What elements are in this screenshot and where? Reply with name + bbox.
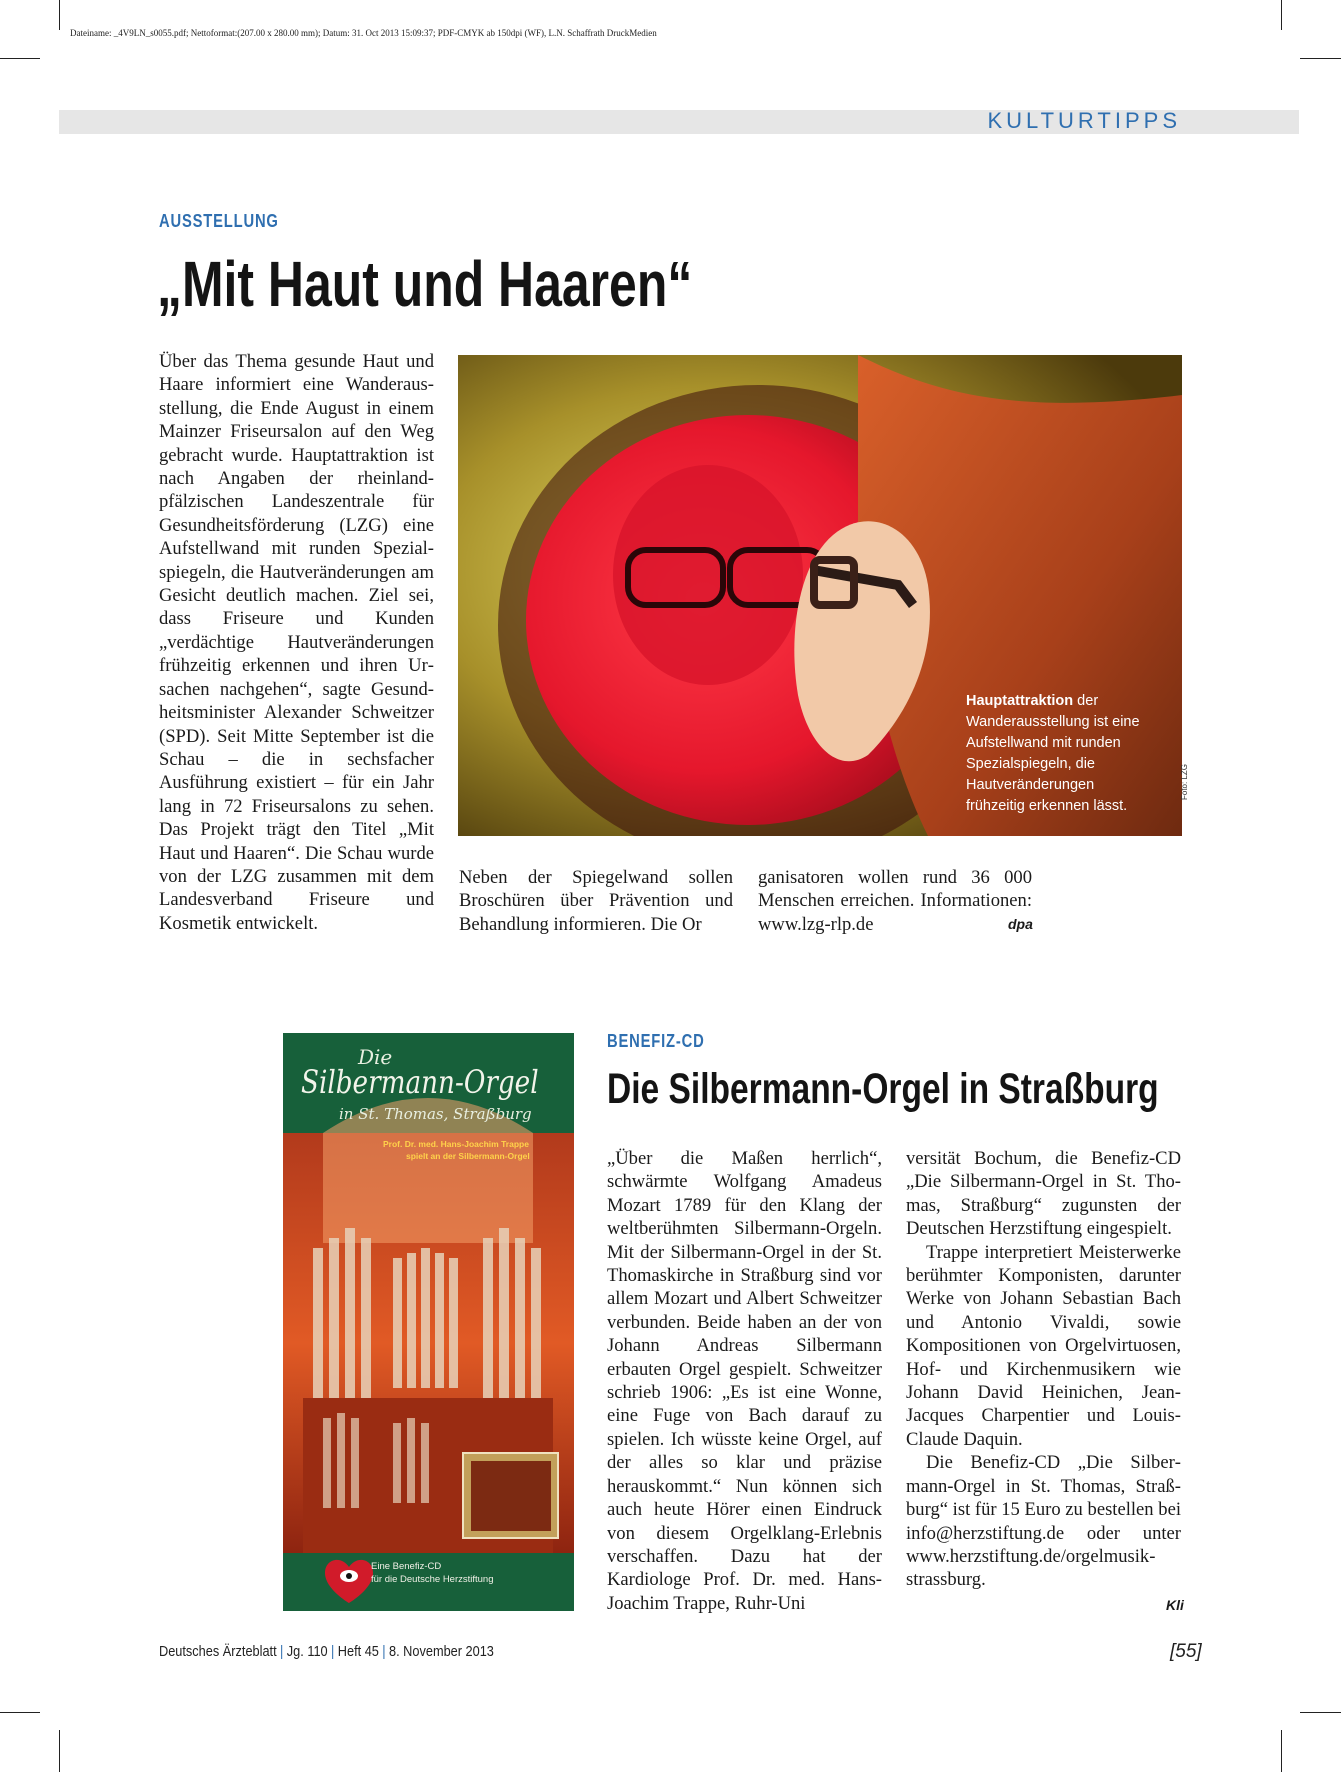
crop-mark: [1281, 1730, 1282, 1772]
crop-mark: [59, 1730, 60, 1772]
article1-kicker: AUSSTELLUNG: [159, 211, 279, 231]
footer-separator: |: [382, 1643, 386, 1660]
page-footer: [159, 1643, 494, 1660]
cd-cover-image: [283, 1033, 574, 1611]
article1-photo: [458, 355, 1182, 836]
article2-headline: Die Silbermann-Orgel in Straßburg: [607, 1065, 1159, 1113]
photo-caption: [966, 691, 1146, 817]
article1-col2-text: Neben der Spiegelwand sollen Broschüren über Prävention und Behandlung informieren. Die Or: [459, 867, 733, 935]
article1-column-2: [459, 866, 733, 936]
article1-col1-text: Über das Thema gesunde Haut und Haare informiert eine Wanderausstellung, die Ende August in einem Mainzer Friseursalon auf den Weg gebracht wurde. Hauptattraktion ist nach Angaben der rheinland-pfälzischen Landeszentrale für Gesundheitsförderung (LZG) eine Aufstellwand mit runden Spezialspiegeln, die Hautveränderungen am Gesicht deutlich machen. Ziel sei, dass Friseure und Kunden „verdächtige Hautveränderungen frühzeitig erkennen und ihren Ursachen nachgehen“, sagte Gesundheitsminister Alexander Schweitzer (SPD). Seit Mitte September ist die Schau – die in sechsfacher Ausführung existiert – für ein Jahr lang in 72 Friseursalons zu sehen. Das Projekt trägt den Titel „Mit Haut und Haaren“. Die Schau wurde von der LZG zusammen mit dem Landesverband Friseure und Kosmetik entwickelt.: [159, 351, 434, 934]
article1-col3-text: ganisatoren wollen rund 36 000 Menschen erreichen. Informationen: www.lzg-rlp.de: [758, 867, 1032, 935]
cd-title-main: Silbermann-Orgel: [301, 1063, 539, 1101]
article2-author: Kli: [1166, 1597, 1184, 1613]
crop-mark: [59, 0, 60, 30]
cd-byline-2: spielt an der Silbermann-Orgel: [406, 1151, 530, 1161]
photo-credit: Foto: LZG: [1180, 763, 1189, 800]
footer-separator: |: [331, 1643, 335, 1660]
footer-volume: Jg. 110: [286, 1643, 328, 1660]
article2-col2-p1: versität Bochum, die Benefiz-CD „Die Silbermann-Orgel in St. Thomas, Straßburg“ zugunsten der Deutschen Herzstiftung eingespielt.: [906, 1148, 1181, 1240]
article2-column-1: [607, 1147, 882, 1615]
page-number: [55]: [1170, 1641, 1202, 1662]
crop-mark: [1300, 1712, 1341, 1713]
article1-column-1: [159, 350, 434, 935]
article2-kicker: BENEFIZ-CD: [607, 1031, 705, 1051]
cd-footer-2: für die Deutsche Herzstiftung: [371, 1574, 494, 1585]
crop-mark: [0, 58, 40, 59]
article2-col2-p3: Die Benefiz-CD „Die Silbermann-Orgel in St. Thomas, Straßburg“ ist für 15 Euro zu bestellen bei info@herzstiftung.de oder unter www.herzstiftung.de/orgelmusik-strassburg.: [906, 1452, 1181, 1591]
article1-headline: „Mit Haut und Haaren“: [157, 248, 693, 320]
footer-separator: |: [280, 1643, 284, 1660]
cd-byline-1: Prof. Dr. med. Hans-Joachim Trappe: [383, 1139, 529, 1149]
crop-mark: [1300, 58, 1341, 59]
photo-caption-bold: Hauptattraktion: [966, 693, 1074, 709]
article1-author: dpa: [1008, 916, 1033, 932]
article2-col1-text: „Über die Maßen herrlich“, schwärmte Wolfgang Amadeus Mozart 1789 für den Klang der weltberühmten Silbermann-Orgeln. Mit der Silbermann-Orgel in der St. Thomaskirche in Straßburg sind vor allem Mozart und Albert Schweitzer verbunden. Beide haben an der von Johann Andreas Silbermann erbauten Orgel gespielt. Schweitzer schrieb 1906: „Es ist eine Wonne, eine Fuge von Bach darauf zu spielen. Ich wüsste keine Orgel, auf der alles so klar und präzise herauskommt.“ Nun können sich auch heute Hörer einen Eindruck von diesem Orgelklang-Erlebnis verschaffen. Dazu hat der Kardiologe Prof. Dr. med. Hans-Joachim Trappe, Ruhr-Uni: [607, 1148, 882, 1614]
crop-mark: [1281, 0, 1282, 30]
crop-mark: [0, 1712, 40, 1713]
cd-footer-1: Eine Benefiz-CD: [371, 1561, 442, 1572]
article2-col2-p2: Trappe interpretiert Meisterwerke berühmter Komponisten, darunter Werke von Johann Sebastian Bach und Antonio Vivaldi, sowie Kompositionen von Orgelvirtuosen, Hof- und Kirchenmusikern wie Johann David Heinichen, Jean-Jacques Charpentier und Louis-Claude Daquin.: [906, 1241, 1181, 1450]
article1-column-3: [758, 866, 1032, 936]
print-meta-line: Dateiname: _4V9LN_s0055.pdf; Nettoformat:(207.00 x 280.00 mm); Datum: 31. Oct 2013 15:09:37; PDF-CMYK ab 150dpi (WF), L.N. Schaffrath DruckMedien: [70, 28, 657, 38]
section-label: KULTURTIPPS: [987, 108, 1181, 133]
cd-title-die: Die: [358, 1045, 393, 1069]
footer-issue: Heft 45: [337, 1643, 379, 1660]
photo-caption-text: der Wanderausstellung ist eine Aufstellwand mit runden Spezialspiegeln, die Hautveränderungen frühzeitig erkennen lässt.: [966, 693, 1140, 814]
footer-date: 8. November 2013: [389, 1643, 494, 1660]
article2-column-2: [906, 1147, 1181, 1592]
cd-title-sub: in St. Thomas, Straßburg: [339, 1105, 532, 1123]
footer-journal: Deutsches Ärzteblatt: [159, 1643, 277, 1660]
